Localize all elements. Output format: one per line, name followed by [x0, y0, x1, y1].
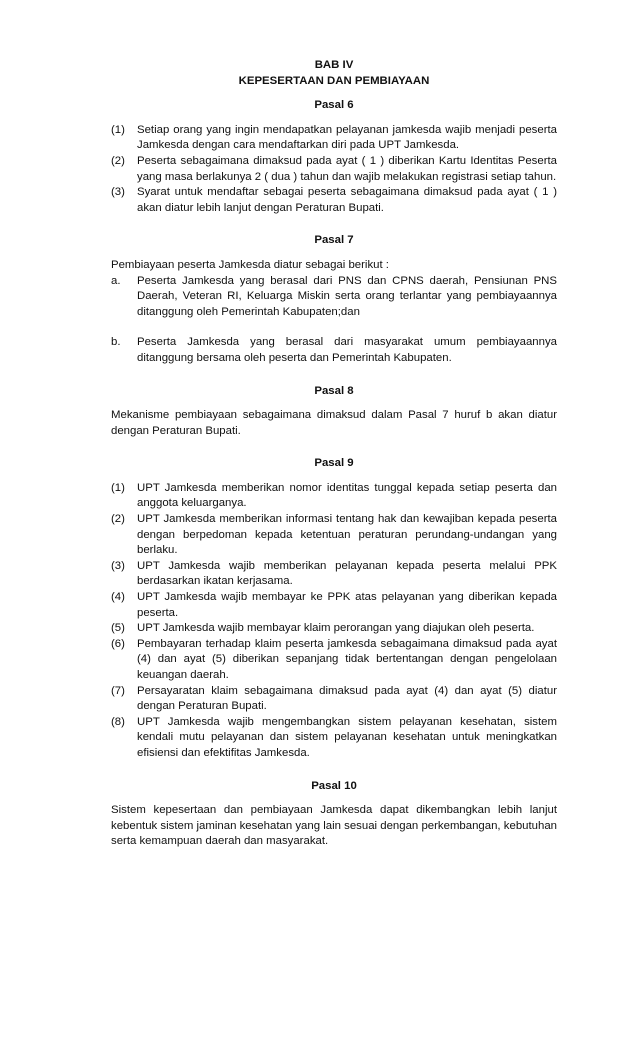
clause-text: UPT Jamkesda memberikan nomor identitas tunggal kepada setiap peserta dan anggota keluarganya. — [137, 481, 557, 510]
article-6-clause-3 — [111, 185, 557, 216]
article-8-heading: Pasal 8 — [314, 384, 354, 397]
clause-label: (3) — [111, 186, 125, 199]
clause-text: Peserta sebagaimana dimaksud pada ayat ( 1 ) diberikan Kartu Identitas Peserta yang masa berlakunya 2 ( dua ) tahun dan wajib melakukan registrasi setiap tahun. — [137, 154, 557, 183]
article-9-clause-7 — [111, 684, 557, 715]
article-9-clause-8 — [111, 715, 557, 762]
document-page — [111, 58, 557, 850]
clause-text: UPT Jamkesda memberikan informasi tentang hak dan kewajiban kepada peserta dengan berpedoman kepada ketentuan peraturan perundang-undangan yang berlaku. — [137, 513, 557, 557]
clause-label: (5) — [111, 622, 125, 635]
article-9-clause-1 — [111, 481, 557, 512]
article-9-clause-5 — [111, 621, 557, 637]
article-9-clause-2 — [111, 512, 557, 559]
clause-label: (1) — [111, 123, 125, 136]
item-text: Peserta Jamkesda yang berasal dari masyarakat umum pembiayaannya ditanggung bersama oleh peserta dan Pemerintah Kabupaten. — [137, 336, 557, 364]
clause-label: (8) — [111, 715, 125, 728]
clause-text: Persayaratan klaim sebagaimana dimaksud pada ayat (4) dan ayat (5) diatur dengan Peraturan Bupati. — [137, 684, 557, 713]
item-text: Peserta Jamkesda yang berasal dari PNS dan CPNS daerah, Pensiunan PNS Daerah, Veteran RI, Keluarga Miskin serta orang terlantar yang pembiayaannya ditanggung oleh Pemerintah Kabupaten;dan — [137, 274, 557, 318]
article-9-heading: Pasal 9 — [314, 457, 354, 470]
clause-text: Syarat untuk mendaftar sebagai peserta sebagaimana dimaksud pada ayat ( 1 ) akan diatur lebih lanjut dengan Peraturan Bupati. — [137, 186, 557, 214]
clause-label: (2) — [111, 154, 125, 167]
clause-text: Pembayaran terhadap klaim peserta jamkesda sebagaimana dimaksud pada ayat (4) dan ayat (5) diberikan sepanjang tidak bertentangan dengan pengelolaan keuangan daerah. — [137, 637, 557, 681]
clause-text: UPT Jamkesda wajib mengembangkan sistem pelayanan kesehatan, sistem kendali mutu pelayanan dan sistem pelayanan kesehatan untuk meningkatkan efisiensi dan efektifitas Jamkesda. — [137, 715, 557, 759]
clause-label: (4) — [111, 591, 125, 604]
clause-label: (7) — [111, 684, 125, 697]
article-6-heading: Pasal 6 — [314, 99, 354, 112]
article-7-intro: Pembiayaan peserta Jamkesda diatur sebagai berikut : — [111, 258, 389, 271]
article-9-clause-4 — [111, 590, 557, 621]
chapter-title: KEPESERTAAN DAN PEMBIAYAAN — [238, 74, 430, 87]
article-6 — [111, 98, 557, 216]
article-10 — [111, 779, 557, 850]
article-7-heading: Pasal 7 — [314, 234, 354, 247]
clause-label: (3) — [111, 559, 125, 572]
clause-text: UPT Jamkesda wajib membayar klaim perorangan yang diajukan oleh peserta. — [137, 622, 535, 635]
article-7 — [111, 233, 557, 366]
item-label: b. — [111, 336, 121, 349]
article-7-item-a — [111, 274, 557, 321]
article-10-text: Sistem kepesertaan dan pembiayaan Jamkesda dapat dikembangkan lebih lanjut kebentuk sistem jaminan kesehatan yang lain sesuai dengan perkembangan, kebutuhan serta kemampuan daerah dan masyarakat. — [111, 804, 557, 848]
clause-label: (2) — [111, 513, 125, 526]
article-8 — [111, 384, 557, 440]
article-7-item-b — [111, 335, 557, 366]
article-10-heading: Pasal 10 — [311, 779, 357, 792]
article-9-clause-6 — [111, 637, 557, 684]
item-label: a. — [111, 274, 121, 287]
article-6-clause-1 — [111, 123, 557, 154]
clause-text: UPT Jamkesda wajib memberikan pelayanan kepada peserta melalui PPK berdasarkan ikatan kerjasama. — [137, 559, 557, 588]
article-6-clause-2 — [111, 154, 557, 185]
clause-text: UPT Jamkesda wajib membayar ke PPK atas pelayanan yang diberikan kepada peserta. — [137, 591, 557, 619]
chapter-number: BAB IV — [314, 59, 354, 71]
article-9-clause-3 — [111, 559, 557, 590]
article-8-text: Mekanisme pembiayaan sebagaimana dimaksud dalam Pasal 7 huruf b akan diatur dengan Peraturan Bupati. — [111, 409, 557, 437]
clause-label: (6) — [111, 637, 125, 650]
article-9 — [111, 456, 557, 761]
clause-label: (1) — [111, 481, 125, 494]
clause-text: Setiap orang yang ingin mendapatkan pelayanan jamkesda wajib menjadi peserta Jamkesda dengan cara mendaftarkan diri pada UPT Jamkesda. — [137, 123, 557, 152]
